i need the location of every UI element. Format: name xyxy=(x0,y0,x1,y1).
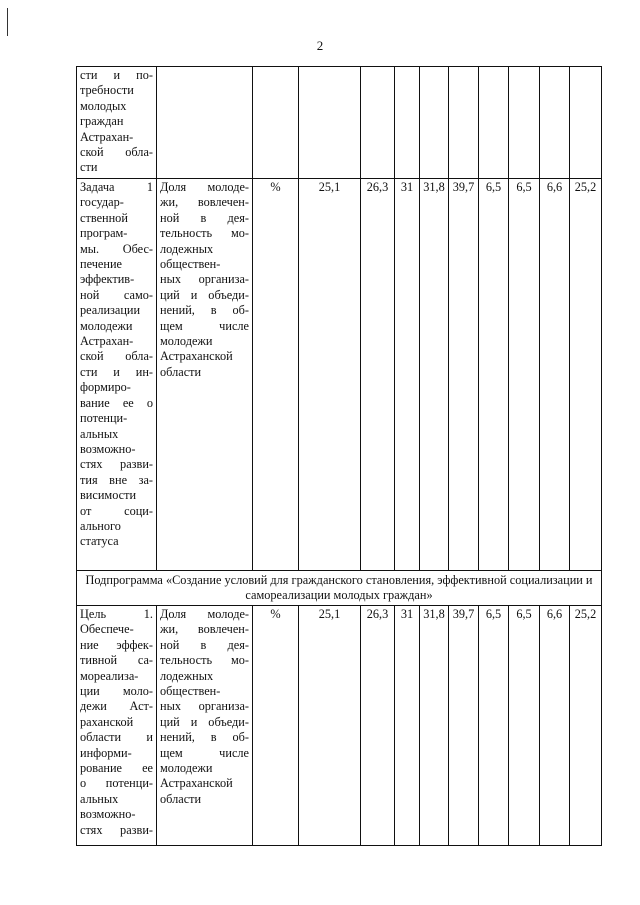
value-cell xyxy=(420,67,449,179)
goal-text-line: печение xyxy=(80,257,122,272)
indicator-text-line: Астраханской xyxy=(160,776,233,791)
unit-cell: % xyxy=(253,179,299,571)
goal-text-line: ной само- xyxy=(80,287,153,302)
indicators-table xyxy=(76,66,602,846)
goal-text-line: Астрахан- xyxy=(80,334,134,349)
table-row xyxy=(77,606,602,846)
goal-text-line: альных xyxy=(80,426,119,441)
indicator-text-line: Доля молоде- xyxy=(160,607,249,621)
value-cell: 6,5 xyxy=(509,179,540,571)
goal-text-line: мы. Обес- xyxy=(80,241,153,256)
indicator-text-line: жи, вовлечен- xyxy=(160,195,249,210)
indicator-text-line: молодежи xyxy=(160,334,213,349)
value-cell xyxy=(361,67,395,179)
value-cell xyxy=(449,67,479,179)
goal-text-line: Цель 1. xyxy=(80,607,153,621)
goal-text-line: ние эффек- xyxy=(80,637,153,652)
goal-text-line: возможно- xyxy=(80,441,136,456)
indicator-text-line: ных организа- xyxy=(160,272,249,287)
goal-text-line: от соци- xyxy=(80,503,153,518)
indicator-text-line: ций и объеди- xyxy=(160,714,249,729)
goal-text-line: Обеспече- xyxy=(80,622,134,637)
indicator-cell xyxy=(157,67,253,179)
value-cell: 31,8 xyxy=(420,179,449,571)
goal-text-line: государ- xyxy=(80,195,124,210)
indicator-text-line: обществен- xyxy=(160,257,221,272)
goal-text-line: молодых xyxy=(80,98,127,113)
indicator-text-line: щем числе xyxy=(160,745,249,760)
value-cell: 25,2 xyxy=(570,606,602,846)
unit-cell: % xyxy=(253,606,299,846)
value-cell: 26,3 xyxy=(361,179,395,571)
goal-text-line: альных xyxy=(80,791,119,806)
value-cell: 25,2 xyxy=(570,179,602,571)
value-cell: 6,6 xyxy=(540,179,570,571)
indicator-text-line: нений, в об- xyxy=(160,730,249,745)
goal-text-line: стях разви- xyxy=(80,457,153,472)
indicator-text-line: щем числе xyxy=(160,318,249,333)
value-cell: 31,8 xyxy=(420,606,449,846)
unit-cell xyxy=(253,67,299,179)
indicator-text-line: области xyxy=(160,364,202,379)
goal-cell xyxy=(77,606,157,846)
page-number: 2 xyxy=(316,38,324,53)
goal-text-line: статуса xyxy=(80,534,119,549)
value-cell xyxy=(395,67,420,179)
indicator-text-line: обществен- xyxy=(160,684,221,699)
goal-text-line: области и xyxy=(80,730,153,745)
goal-text-line: ции моло- xyxy=(80,684,153,699)
indicator-cell xyxy=(157,606,253,846)
goal-text-line: возможно- xyxy=(80,807,136,822)
goal-text-line: дежи Аст- xyxy=(80,699,153,714)
indicator-text-line: тельность мо- xyxy=(160,653,249,668)
goal-text-line: рование ее xyxy=(80,761,153,776)
goal-text-line: раханской xyxy=(80,714,134,729)
indicator-text-line: лодежных xyxy=(160,668,214,683)
indicator-text-line: лодежных xyxy=(160,241,214,256)
goal-cell xyxy=(77,67,157,179)
subprogram-title: Подпрограмма «Создание условий для гражданского становления, эффективной социализации и самореализации молодых граждан» xyxy=(77,571,602,606)
indicator-text-line: Доля молоде- xyxy=(160,180,249,194)
value-cell xyxy=(479,67,509,179)
indicator-text-line: ной в дея- xyxy=(160,210,249,225)
goal-text-line: сти и ин- xyxy=(80,364,153,379)
value-cell: 6,5 xyxy=(479,179,509,571)
goal-text-line: вание ее о xyxy=(80,395,153,410)
value-cell: 6,6 xyxy=(540,606,570,846)
value-cell: 25,1 xyxy=(299,179,361,571)
value-cell xyxy=(540,67,570,179)
indicator-text-line: нений, в об- xyxy=(160,303,249,318)
value-cell: 31 xyxy=(395,179,420,571)
indicator-text-line: тельность мо- xyxy=(160,226,249,241)
goal-text-line: ской обла- xyxy=(80,145,153,160)
goal-text-line: потенци- xyxy=(80,411,128,426)
goal-cell xyxy=(77,179,157,571)
value-cell: 26,3 xyxy=(361,606,395,846)
value-cell: 6,5 xyxy=(509,606,540,846)
goal-text-line: програм- xyxy=(80,226,128,241)
goal-text-line: информи- xyxy=(80,745,132,760)
value-cell: 25,1 xyxy=(299,606,361,846)
indicator-text-line: области xyxy=(160,791,202,806)
indicator-text-line: ной в дея- xyxy=(160,637,249,652)
goal-text-line: формиро- xyxy=(80,380,131,395)
scan-edge-mark xyxy=(7,8,8,36)
indicator-text-line: ций и объеди- xyxy=(160,287,249,302)
goal-text-line: тия вне за- xyxy=(80,472,153,487)
value-cell: 39,7 xyxy=(449,606,479,846)
goal-text-line: реализации xyxy=(80,303,141,318)
goal-text-line: сти и по- xyxy=(80,68,153,82)
goal-text-line: Астрахан- xyxy=(80,129,134,144)
value-cell xyxy=(509,67,540,179)
goal-text-line: эффектив- xyxy=(80,272,135,287)
goal-text-line: сти xyxy=(80,160,98,175)
goal-text-line: требности xyxy=(80,83,134,98)
goal-text-line: ственной xyxy=(80,210,128,225)
goal-text-line: висимости xyxy=(80,488,137,503)
goal-text-line: о потенци- xyxy=(80,776,153,791)
table-row xyxy=(77,179,602,571)
value-cell: 6,5 xyxy=(479,606,509,846)
indicator-text-line: Астраханской xyxy=(160,349,233,364)
table-row xyxy=(77,571,602,606)
indicator-text-line: ных организа- xyxy=(160,699,249,714)
indicator-text-line: молодежи xyxy=(160,761,213,776)
value-cell: 39,7 xyxy=(449,179,479,571)
value-cell: 31 xyxy=(395,606,420,846)
goal-text-line: тивной са- xyxy=(80,653,153,668)
goal-text-line: молодежи xyxy=(80,318,133,333)
goal-text-line: ального xyxy=(80,518,121,533)
value-cell xyxy=(299,67,361,179)
goal-text-line: Задача 1 xyxy=(80,180,153,194)
goal-text-line: граждан xyxy=(80,114,124,129)
goal-text-line: стях разви- xyxy=(80,822,153,837)
table-row xyxy=(77,67,602,179)
indicator-cell xyxy=(157,179,253,571)
indicator-text-line: жи, вовлечен- xyxy=(160,622,249,637)
goal-text-line: мореализа- xyxy=(80,668,139,683)
goal-text-line: ской обла- xyxy=(80,349,153,364)
value-cell xyxy=(570,67,602,179)
